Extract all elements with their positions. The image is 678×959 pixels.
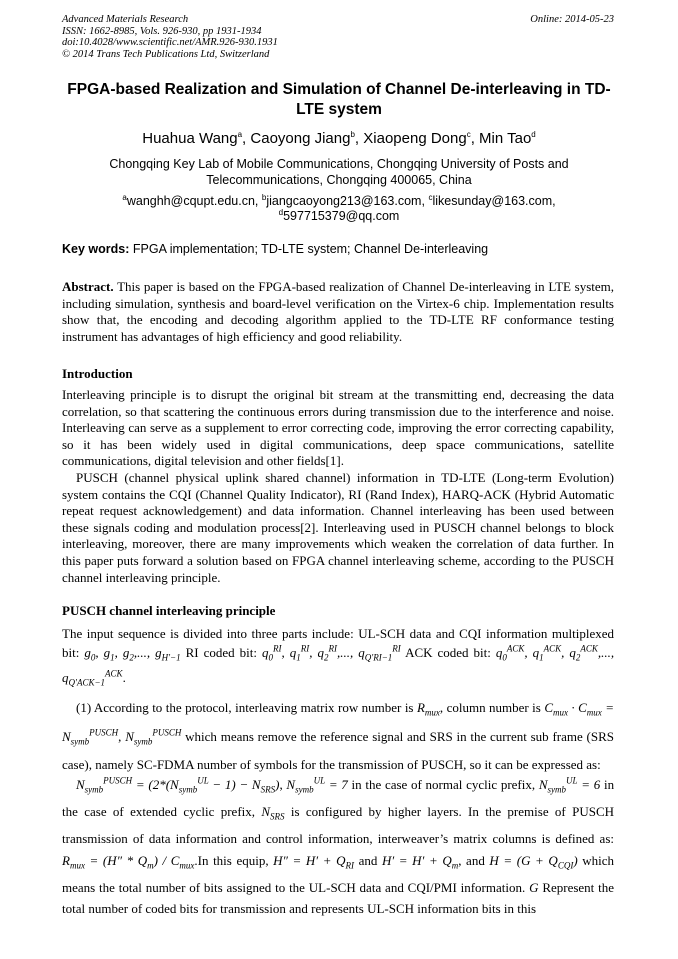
email-list: $^a$wanghh@cqupt.edu.cn, $^b$jiangcaoyong213@163.com, $^c$likesunday@163.com, $^d$597715379@qq.com	[122, 192, 556, 223]
keywords-text: FPGA implementation; TD-LTE system; Channel De-interleaving	[132, 242, 489, 256]
abstract-text: This paper is based on the FPGA-based realization of Channel De-interleaving in LTE system, including simulation, synthesis and board-level verification on the Virtex-6 chip. Implementation results show that, the encoding and decoding algorithm applied to the TD-LTE RF conformance testing instrument has advantages of high efficiency and good reliability.	[62, 279, 614, 344]
pusch-paragraph-3: $N_{symb}^{PUSCH} = (2*(N_{symb}^{UL} - 1) - N_{SRS})$, $N_{symb}^{UL} = 7$ in the case of normal cyclic prefix, $N_{symb}^{UL} = 6$ in the case of extended cyclic prefix, $N_{SRS}$ is configured by higher layers. In the premise of PUSCH transmission of data information and control information, interweaver’s matrix columns is defined as: $R_{mux} = (H'' * Q_m) / C_{mux}.In$ this equip, $H'' = H' + Q_{RI}$ and $H' = H' + Q_m$, and $H = (G + Q_{CQI})$ which means the total number of bits assigned to the UL-SCH data and CQI/PMI information. G Represent the total number of coded bits for transmission and represents UL-SCH information bits in this	[62, 775, 615, 917]
issn-line: ISSN: 1662-8985, Vols. 926-930, pp 1931-1934	[62, 25, 262, 37]
journal-name: Advanced Materials Research	[62, 14, 189, 25]
author-name: Min Tao	[479, 130, 532, 147]
keywords-label: Key words:	[62, 242, 130, 256]
copyright-line: © 2014 Trans Tech Publications Ltd, Switzerland	[62, 48, 270, 60]
paper-title: FPGA-based Realization and Simulation of Channel De-interleaving in TD-LTE system	[67, 81, 611, 118]
abstract	[62, 279, 614, 345]
affiliation: Chongqing Key Lab of Mobile Communications, Chongqing University of Posts and Telecommunications, Chongqing 400065, China	[109, 157, 569, 187]
email[interactable]: jiangcaoyong213@163.com,	[266, 194, 425, 208]
author-list: Huahua Wang$^a$, Caoyong Jiang$^b$, Xiaopeng Dong$^c$, Min Tao$^d$	[142, 130, 536, 147]
online-date: Online: 2014-05-23	[530, 14, 614, 25]
keywords	[62, 242, 616, 256]
author-name: Huahua Wang	[142, 130, 238, 147]
author-name: Caoyong Jiang	[250, 130, 351, 147]
intro-paragraph-2: PUSCH (channel physical uplink shared channel) information in TD-LTE (Long-term Evolution) system contains the CQI (Channel Quality Indicator), RI (Rand Index), HARQ-ACK (Hybrid Automatic repeat request acknowledgement) and data information. Channel interleaving has been used between these signals coding and modulation process[2]. Interleaving used in PUSCH channel belongs to block interleaving, moreover, there are many improvements which weaken the correlation of data further. In this paper puts forward a solution based on FPGA channel interleaving scheme, according to the PUSCH channel interleaving principle.	[62, 470, 614, 585]
doi-line: doi:10.4028/www.scientific.net/AMR.926-930.1931	[62, 37, 278, 48]
abstract-label: Abstract.	[62, 279, 114, 294]
pusch-paragraph-1: The input sequence is divided into three parts include: UL-SCH data and CQI information multiplexed bit: $g_0$, $g_1$, $g_2$,..., $g_{H'-1}$ RI coded bit: $q_0^{RI}$, $q_1^{RI}$, $q_2^{RI}$,..., $q_{Q'RI-1}^{RI}$ ACK coded bit: $q_0^{ACK}$, $q_1^{ACK}$, $q_2^{ACK}$,..., $q_{Q'ACK-1}^{ACK}$.	[62, 626, 615, 688]
section-heading-pusch: PUSCH channel interleaving principle	[62, 603, 276, 618]
intro-paragraph-1: Interleaving principle is to disrupt the original bit stream at the transmitting end, decreasing the data correlation, so that scattering the continuous errors during transmission due to the interference and noise. Interleaving can serve as a supplement to error correcting code, improving the error correcting capability, so it has been widely used in digital communications, deep space communications, satellite communications, digital television and other fields[1].	[62, 387, 614, 469]
section-heading-introduction: Introduction	[62, 366, 133, 381]
pusch-paragraph-2: (1) According to the protocol, interleaving matrix row number is $R_{mux}$, column number is $C_{mux} \cdot C_{mux} = N_{symb}^{PUSCH}$, $N_{symb}^{PUSCH}$ which means remove the reference signal and SRS in the current sub frame (SRS case), namely SC-FDMA number of symbols for the transmission of PUSCH, so it can be expressed as:	[62, 700, 615, 773]
email[interactable]: likesunday@163.com,	[432, 194, 556, 208]
email[interactable]: 597715379@qq.com	[283, 209, 400, 223]
author-name: Xiaopeng Dong	[363, 130, 467, 147]
email[interactable]: wanghh@cqupt.edu.cn,	[126, 194, 259, 208]
